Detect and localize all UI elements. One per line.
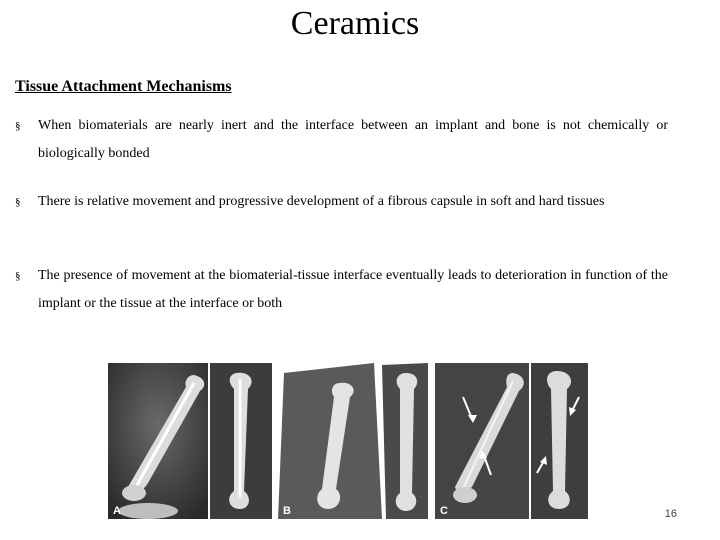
xray-panel-c-lateral bbox=[435, 363, 529, 519]
xray-panel-c-frontal bbox=[531, 363, 588, 519]
bullet-text: There is relative movement and progressive development of a fibrous capsule in soft and hard tissues bbox=[38, 194, 605, 209]
bullet-marker: § bbox=[15, 120, 21, 132]
panel-label-a: A bbox=[113, 505, 121, 517]
bullet-item bbox=[15, 112, 668, 168]
xray-panel-a-lateral bbox=[108, 363, 208, 519]
bullet-item bbox=[15, 188, 668, 216]
slide-title: Ceramics bbox=[290, 5, 420, 42]
xray-figure bbox=[108, 363, 588, 519]
bullet-text: The presence of movement at the biomaterial-tissue interface eventually leads to deterioration in function of the implant or the tissue at the interface or both bbox=[38, 268, 668, 311]
bullet-marker: § bbox=[15, 270, 21, 282]
bullet-marker: § bbox=[15, 196, 21, 208]
bullet-text: When biomaterials are nearly inert and the interface between an implant and bone is not chemically or biologically bonded bbox=[38, 118, 668, 161]
bullet-item bbox=[15, 262, 668, 318]
xray-panel-b bbox=[278, 363, 428, 519]
panel-label-c: C bbox=[440, 505, 448, 517]
panel-label-b: B bbox=[283, 505, 291, 517]
xray-panel-a-frontal bbox=[210, 363, 272, 519]
section-heading: Tissue Attachment Mechanisms bbox=[15, 78, 232, 95]
page-number: 16 bbox=[664, 508, 677, 520]
